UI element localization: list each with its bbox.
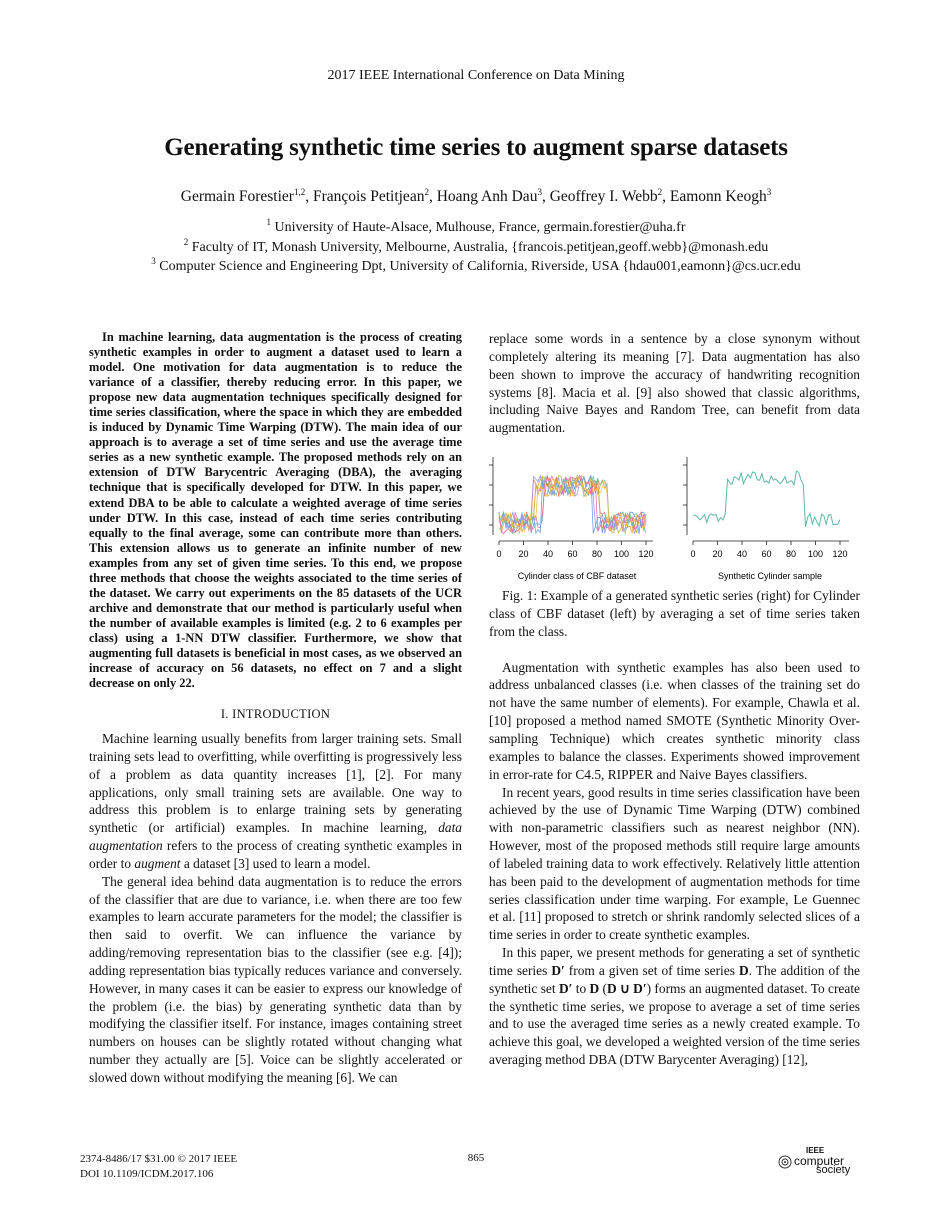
- x-tick-label: 80: [785, 549, 797, 560]
- affiliations: [0, 218, 952, 277]
- left-plot-label: Cylinder class of CBF dataset: [517, 571, 637, 582]
- x-tick-label: 120: [832, 549, 848, 560]
- ieee-logo-icon: [778, 1155, 792, 1169]
- affiliation-line: $^2$ Faculty of IT, Monash University, Melbourne, Australia, {francois.petitjean,geoff.webb}@monash.edu: [183, 236, 769, 255]
- intro-paragraph-1: Machine learning usually benefits from larger training sets. Small training sets lead to overfitting, while overfitting is progressively less of a problem as data quantity increases [1], [2]. For many applications, only small training sets are available. One way to address this problem is to enlarge training sets by generating synthetic (or artificial) examples. In machine learning, data augmentation refers to the process of creating synthetic examples in order to augment a dataset [3] used to learn a model.: [89, 730, 462, 871]
- right-plot-x-ticks: [690, 541, 847, 559]
- affiliation-line: $^1$ University of Haute-Alsace, Mulhouse, France, germain.forestier@uha.fr: [266, 217, 686, 235]
- paper-title: Generating synthetic time series to augment sparse datasets: [164, 134, 788, 161]
- conference-header: 2017 IEEE International Conference on Data Mining: [327, 68, 625, 83]
- intro-paragraph-3: Augmentation with synthetic examples has also been used to address unbalanced classes (i.e. when classes of the training set do not have the same number of elements). For example, Chawla et al. [10] proposed a method named SMOTE (Synthetic Minority Over-sampling Technique) which creates synthetic minority class examples to balance the classes. Experiments showed improvement in error-rate for C4.5, RIPPER and Naive Bayes classifiers.: [489, 659, 860, 782]
- intro-paragraph-4: In recent years, good results in time series classification have been achieved by the use of Dynamic Time Warping (DTW) combined with non-parametric classifiers such as nearest neighbor (NN). However, most of the proposed methods still require large amounts of labeled training data to work effectively. Relatively little attention has been paid to the development of augmentation methods for time series classification under time warping. For example, Le Guennec et al. [11] proposed to stretch or shrink randomly selected slices of a time series in order to create synthetic examples.: [489, 784, 860, 943]
- x-tick-label: 20: [518, 549, 529, 560]
- affiliation-line: $^3$ Computer Science and Engineering Dpt, University of California, Riverside, USA {hdau001,eamonn}@cs.ucr.edu: [151, 256, 801, 274]
- x-tick-label: 20: [712, 549, 723, 560]
- author: Hoang Anh Dau$^3$,: [436, 187, 550, 205]
- x-tick-label: 80: [591, 549, 603, 560]
- intro-paragraph-2: The general idea behind data augmentation is to reduce the errors of the classifier that are due to variance, i.e. when there are too few examples to learn accurate parameters for the model; the classifier is then said to overfit. We can influence the variance by adding/removing representation bias to the classifier (see e.g. [4]); adding representation bias typically reduces variance and conversely. However, in many cases it can be easier to express our knowledge of the problem (i.e. the bias) by generating synthetic data than by modifying the classifier itself. For instance, images containing street numbers on houses can be slightly rotated without changing what number they actually are [5]. Voice can be slightly accelerated or slowed down without modifying the meaning [6]. We can: [89, 873, 462, 1085]
- intro-paragraph-5: In this paper, we present methods for generating a set of synthetic time series D′ from a given set of time series D. The addition of the synthetic set D′ to D (D ∪ D′) forms an augmented dataset. To create the synthetic time series, we propose to average a set of time series and to use the averaged time series as a newly created example. To achieve this goal, we developed a weighted version of the time series averaging method DBA (DTW Barycenter Averaging) [12],: [489, 945, 860, 1068]
- author: Germain Forestier$^{1,2}$,: [180, 187, 313, 205]
- left-plot-x-ticks: [496, 541, 653, 559]
- computer-society-logo: IEEE computer society: [778, 1148, 868, 1178]
- section-heading-introduction: I. INTRODUCTION: [220, 707, 331, 722]
- x-tick-label: 60: [761, 549, 772, 560]
- x-tick-label: 40: [736, 549, 748, 560]
- x-tick-label: 60: [567, 549, 578, 560]
- figure-1: [489, 457, 860, 587]
- x-tick-label: 0: [496, 549, 502, 560]
- footer-issn: 2374-8486/17 $31.00 © 2017 IEEE: [80, 1153, 238, 1165]
- x-tick-label: 100: [613, 549, 630, 560]
- figure-1-caption: Fig. 1: Example of a generated synthetic series (right) for Cylinder class of CBF dataset (left) by averaging a set of time series taken from the class.: [489, 588, 860, 639]
- intro-paragraph-2-continued: replace some words in a sentence by a close synonym without completely altering its meaning [7]. Data augmentation has also been shown to improve the accuracy of handwriting recognition systems [8]. Macia et al. [9] also showed that classic algorithms, including Naive Bayes and Random Tree, can benefit from data augmentation.: [489, 331, 860, 436]
- page-number: 865: [467, 1152, 485, 1164]
- x-tick-label: 100: [807, 549, 824, 560]
- left-plot-series: [499, 475, 646, 534]
- right-plot-label: Synthetic Cylinder sample: [717, 571, 823, 582]
- figure-1-plots: [489, 457, 860, 587]
- x-tick-label: 0: [690, 549, 696, 560]
- left-column: [89, 330, 462, 1087]
- abstract: In machine learning, data augmentation is the process of creating synthetic examples in order to augment a dataset used to learn a model. One motivation for data augmentation is to reduce the variance of a classifier, thereby reducing error. In this paper, we propose new data augmentation techniques specifically designed for time series classification, where the space in which they are embedded is induced by Dynamic Time Warping (DTW). The main idea of our approach is to average a set of time series and use the average time series as a new synthetic example. The proposed methods rely on an extension of DTW Barycentric Averaging (DBA), the averaging technique that is specifically developed for DTW. In this paper, we extend DBA to be able to calculate a weighted average of time series under DTW. In this case, instead of each time series contributing equally to the final average, some can contribute more than others. This extension allows us to generate an infinite number of new examples from any set of given time series. To this end, we propose three methods that choose the weights associated to the time series of the dataset. We carry out experiments on the 85 datasets of the UCR archive and demonstrate that our method is particularly useful when the number of available examples is limited (e.g. 2 to 6 examples per class) using a 1-NN DTW classifier. Furthermore, we show that augmenting full datasets is beneficial in most cases, as we observed an increase of accuracy on 56 datasets, no effect on 7 and a slight decrease on only 22.: [89, 330, 462, 691]
- author-list: [0, 188, 952, 206]
- x-tick-label: 120: [638, 549, 654, 560]
- right-column: [489, 330, 860, 1069]
- author: Geoffrey I. Webb$^2$,: [549, 187, 670, 205]
- footer-doi: DOI 10.1109/ICDM.2017.106: [80, 1168, 214, 1180]
- author: François Petitjean$^2$,: [312, 187, 437, 205]
- x-tick-label: 40: [542, 549, 554, 560]
- right-plot-axes: [683, 457, 849, 541]
- author: Eamonn Keogh$^3$: [669, 187, 772, 205]
- synthetic-series-line: [693, 471, 840, 527]
